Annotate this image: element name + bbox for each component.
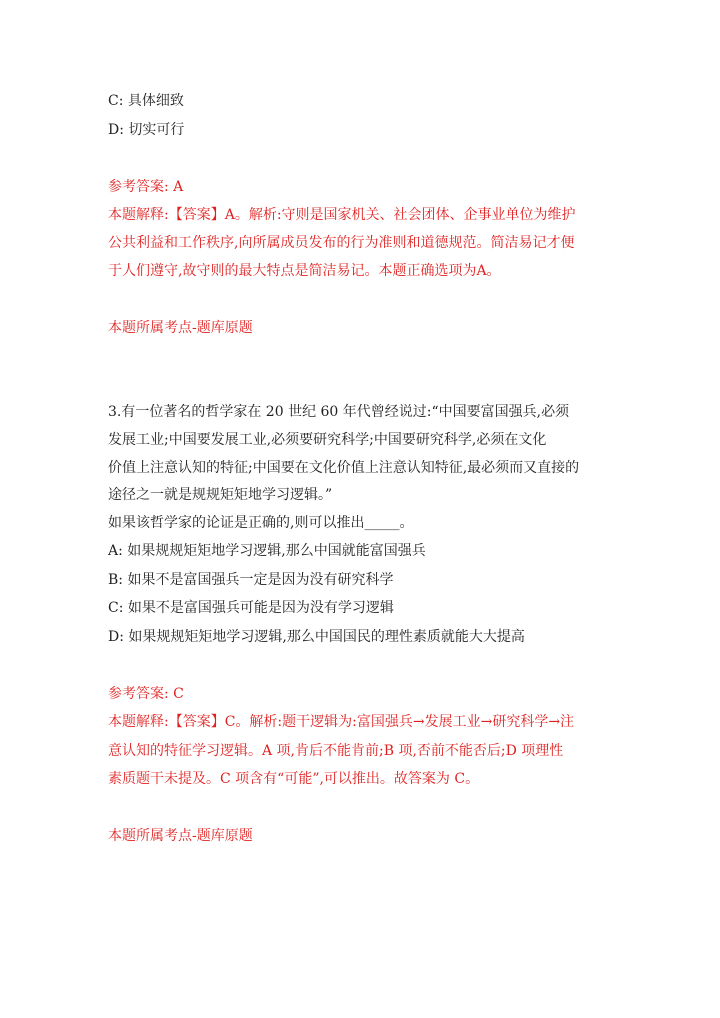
question-stem-line: 途径之一就是规规矩矩地学习逻辑。” xyxy=(108,487,333,503)
option-d: D: 如果规规矩矩地学习逻辑,那么中国国民的理性素质就能大大提高 xyxy=(108,629,525,645)
question-stem-line: 3.有一位著名的哲学家在 20 世纪 60 年代曾经说过:“中国要富国强兵,必须 xyxy=(108,404,570,420)
option-c: C: 如果不是富国强兵可能是因为没有学习逻辑 xyxy=(108,600,394,616)
answer-line: 参考答案: A xyxy=(108,179,184,195)
source-line: 本题所属考点-题库原题 xyxy=(108,828,253,844)
explanation-line: 公共利益和工作秩序,向所属成员发布的行为准则和道德规范。简洁易记才便 xyxy=(108,235,575,251)
source-line: 本题所属考点-题库原题 xyxy=(108,320,253,336)
option-a: A: 如果规规矩矩地学习逻辑,那么中国就能富国强兵 xyxy=(108,543,426,559)
question-stem-line: 发展工业;中国要发展工业,必须要研究科学;中国要研究科学,必须在文化 xyxy=(108,432,547,448)
explanation-line: 本题解释:【答案】C。解析:题干逻辑为:富国强兵→发展工业→研究科学→注 xyxy=(108,714,575,730)
explanation-line: 本题解释:【答案】A。解析:守则是国家机关、社会团体、企事业单位为维护 xyxy=(108,207,576,223)
question-stem-line: 价值上注意认知的特征;中国要在文化价值上注意认知特征,最必须而又直接的 xyxy=(108,460,580,476)
option-b: B: 如果不是富国强兵一定是因为没有研究科学 xyxy=(108,572,394,588)
explanation-line: 素质题干未提及。C 项含有“可能”,可以推出。故答案为 C。 xyxy=(108,771,480,787)
explanation-line: 于人们遵守,故守则的最大特点是简洁易记。本题正确选项为A。 xyxy=(108,263,501,279)
option-c: C: 具体细致 xyxy=(108,93,184,109)
explanation-line: 意认知的特征学习逻辑。A 项,肯后不能肯前;B 项,否前不能否后;D 项理性 xyxy=(108,743,564,759)
question-prompt: 如果该哲学家的论证是正确的,则可以推出_____。 xyxy=(108,515,414,531)
option-d: D: 切实可行 xyxy=(108,122,185,138)
answer-line: 参考答案: C xyxy=(108,686,184,702)
